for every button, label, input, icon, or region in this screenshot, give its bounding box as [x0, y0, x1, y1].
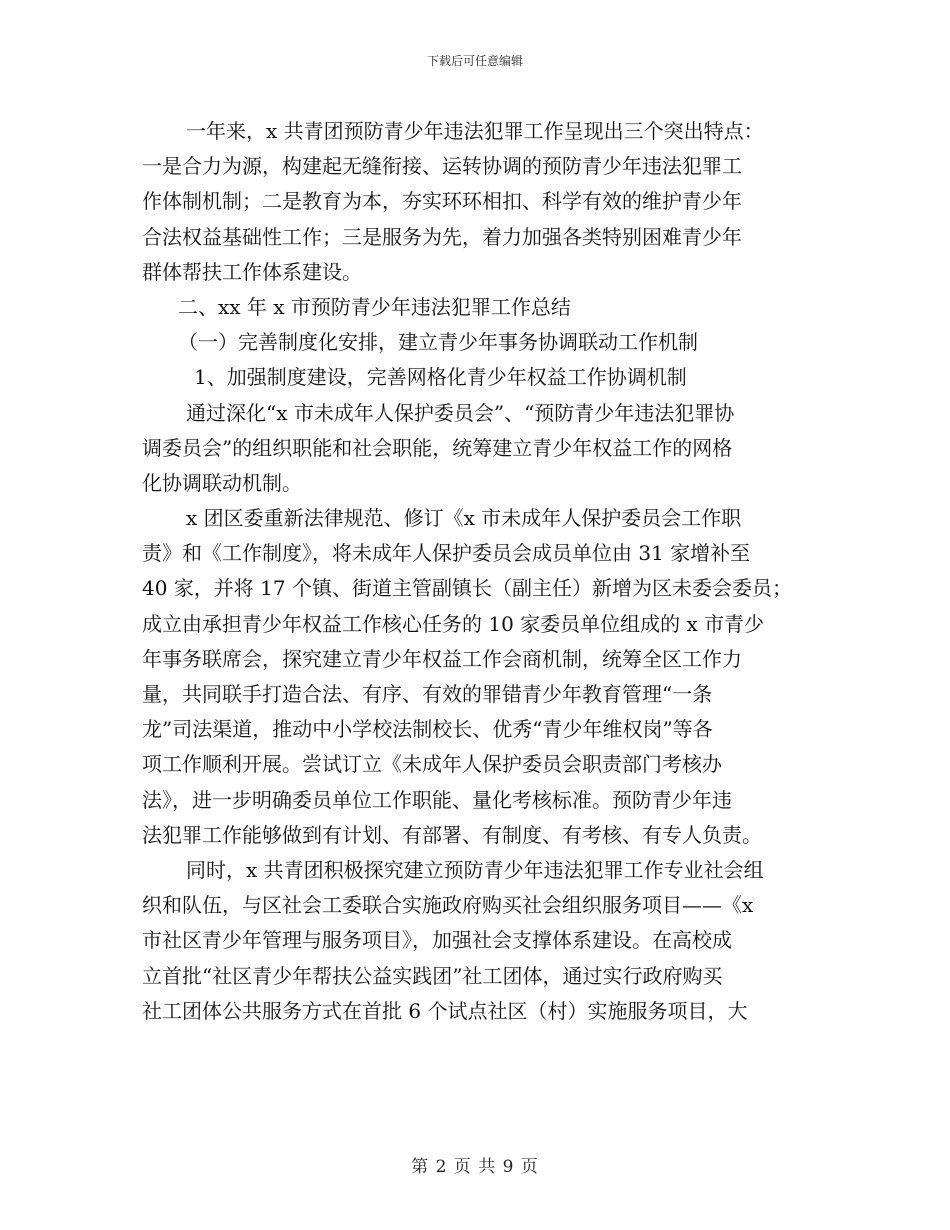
paragraph-line: 织和队伍，与区社会工委联合实施政府购买社会组织服务项目——《x [142, 893, 754, 918]
paragraph-line: 同时，x 共青团积极探究建立预防青少年违法犯罪工作专业社会组 [186, 857, 764, 882]
paragraph-line: 一是合力为源，构建起无缝衔接、运转协调的预防青少年违法犯罪工 [142, 154, 742, 179]
paragraph-line: 群体帮扶工作体系建设。 [142, 259, 362, 284]
paragraph-line: 龙”司法渠道，推动中小学校法制校长、优秀“青少年维权岗”等各 [142, 717, 713, 742]
paragraph-line: 法》，进一步明确委员单位工作职能、量化考核标准。预防青少年违 [142, 787, 732, 812]
page-header-note: 下载后可任意编辑 [426, 54, 523, 68]
paragraph-line: 责》和《工作制度》，将未成年人保护委员会成员单位由 31 家增补至 [142, 541, 751, 566]
paragraph-line: 项工作顺利开展。尝试订立《未成年人保护委员会职责部门考核办 [142, 752, 722, 777]
page-number: 第 2 页 共 9 页 [411, 1157, 539, 1177]
paragraph-line: 40 家，并将 17 个镇、街道主管副镇长（副主任）新增为区未委会委员； [142, 576, 792, 601]
paragraph-line: 市社区青少年管理与服务项目》，加强社会支撑体系建设。在高校成 [142, 928, 732, 953]
paragraph-line: 一年来，x 共青团预防青少年违法犯罪工作呈现出三个突出特点： [186, 119, 764, 143]
paragraph-line: 通过深化“x 市未成年人保护委员会”、“预防青少年违法犯罪协 [186, 400, 735, 425]
paragraph-line: 法犯罪工作能够做到有计划、有部署、有制度、有考核、有专人负责。 [142, 822, 762, 847]
paragraph-line: 立首批“社区青少年帮扶公益实践团”社工团体，通过实行政府购买 [142, 963, 723, 988]
paragraph-line: 化协调联动机制。 [142, 470, 302, 495]
document-body [142, 114, 822, 1029]
paragraph-line: 合法权益基础性工作；三是服务为先，着力加强各类特别困难青少年 [142, 224, 742, 249]
subsection-heading: （一）完善制度化安排，建立青少年事务协调联动工作机制 [178, 330, 698, 355]
paragraph-line: 量，共同联手打造合法、有序、有效的罪错青少年教育管理“一条 [142, 682, 713, 706]
item-heading: 1、加强制度建设，完善网格化青少年权益工作协调机制 [194, 365, 687, 390]
paragraph-line: 成立由承担青少年权益工作核心任务的 10 家委员单位组成的 x 市青少 [142, 611, 765, 636]
paragraph-line: 调委员会”的组织职能和社会职能，统筹建立青少年权益工作的网格 [142, 435, 733, 460]
section-heading: 二、xx 年 x 市预防青少年违法犯罪工作总结 [178, 294, 571, 319]
paragraph-line: 年事务联席会，探究建立青少年权益工作会商机制，统筹全区工作力 [142, 646, 742, 671]
paragraph-line: 作体制机制；二是教育为本，夯实环环相扣、科学有效的维护青少年 [142, 189, 742, 214]
paragraph-line: x 团区委重新法律规范、修订《x 市未成年人保护委员会工作职 [186, 506, 742, 531]
paragraph-line: 社工团体公共服务方式在首批 6 个试点社区（村）实施服务项目，大 [142, 998, 748, 1023]
